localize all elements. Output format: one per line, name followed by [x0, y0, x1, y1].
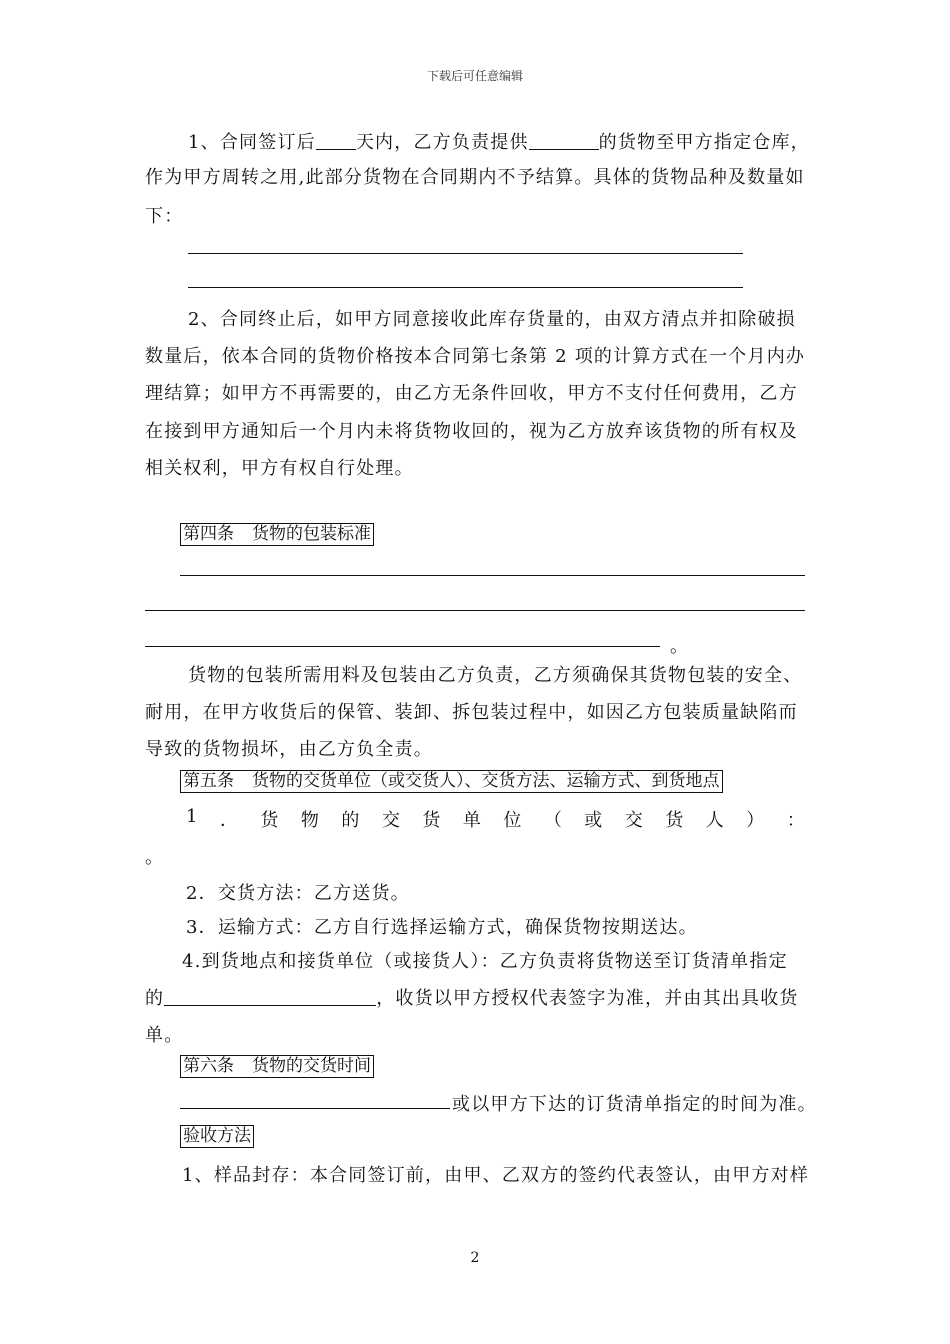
art5-item4-line2: [145, 984, 799, 1010]
art5-item2: 2．交货方法：乙方送货。: [186, 883, 410, 904]
goods-list-line-2[interactable]: [188, 287, 743, 288]
art5-item1-char: 货: [665, 810, 685, 831]
delivery-address-blank[interactable]: [164, 987, 376, 1006]
article-4-number: 第四条: [183, 524, 234, 544]
article-5-number: 第五条: [183, 771, 234, 791]
art5-item1-char: 1: [186, 806, 199, 827]
art5-item1-char: 位: [503, 810, 523, 831]
article-6-heading: [180, 1055, 374, 1078]
article-6-title: 货物的交货时间: [252, 1056, 371, 1076]
para2-line5: 相关权利，甲方有权自行处理。: [145, 458, 414, 479]
article-5-heading: [180, 770, 723, 793]
para2-line1: 2、合同终止后，如甲方同意接收此库存货量的，由双方清点并扣除破损: [188, 309, 796, 330]
art5-item1-char: 或: [584, 810, 604, 831]
acceptance-line1: 1、样品封存：本合同签订前，由甲、乙双方的签约代表签认，由甲方对样: [182, 1165, 810, 1186]
art5-item1-char: 交: [381, 810, 402, 831]
art5-item3: 3．运输方式：乙方自行选择运输方式，确保货物按期送达。: [186, 917, 698, 938]
art5-item4-line2-b: ，收货以甲方授权代表签字为准，并由其出具收货: [376, 988, 799, 1009]
para2-line3: 理结算；如甲方不再需要的，由乙方无条件回收，甲方不支付任何费用，乙方: [145, 383, 798, 404]
art5-item1-char: 的: [341, 810, 361, 831]
packaging-standard-line-2[interactable]: [145, 610, 805, 611]
art5-item1-char: 交: [624, 810, 644, 831]
art5-item1-char: 货: [260, 810, 280, 831]
para1-line3: 下：: [145, 206, 184, 227]
acceptance-heading: 验收方法: [180, 1125, 254, 1148]
para2-line4: 在接到甲方通知后一个月内未将货物收回的，视为乙方放弃该货物的所有权及: [145, 421, 798, 442]
art5-item1-char: 单: [462, 810, 483, 831]
para1-line1: [188, 128, 810, 154]
article-5-title: 货物的交货单位（或交货人）、交货方法、运输方式、到货地点: [252, 771, 720, 791]
goods-list-line-1[interactable]: [188, 253, 743, 254]
para2-line2: 数量后，依本合同的货物价格按本合同第七条第 2 项的计算方式在一个月内办: [145, 346, 806, 367]
para1-line1-a: 1、合同签订后: [188, 132, 316, 153]
packaging-end-mark: 。: [670, 636, 690, 657]
article-4-heading: [180, 523, 374, 546]
art5-item1-end: 。: [145, 847, 165, 868]
para1-line2: 作为甲方周转之用,此部分货物在合同期内不予结算。具体的货物品种及数量如: [145, 167, 805, 188]
art6-line: 或以甲方下达的订货清单指定的时间为准。: [452, 1094, 817, 1115]
goods-blank[interactable]: [529, 131, 599, 150]
packaging-standard-line-1[interactable]: [180, 575, 805, 576]
packaging-line2: 耐用，在甲方收货后的保管、装卸、拆包装过程中，如因乙方包装质量缺陷而: [145, 702, 798, 723]
packaging-line3: 导致的货物损坏，由乙方负全责。: [145, 739, 433, 760]
packaging-standard-line-3[interactable]: [145, 646, 660, 647]
article-4-title: 货物的包装标准: [252, 524, 371, 544]
packaging-line1: 货物的包装所需用料及包装由乙方负责，乙方须确保其货物包装的安全、: [188, 665, 803, 686]
delivery-time-blank[interactable]: [180, 1108, 450, 1109]
art5-item1-char: 物: [300, 810, 321, 831]
art5-item1-char: 货: [422, 810, 442, 831]
art5-item1: [186, 806, 806, 832]
page-number: 2: [470, 1250, 480, 1266]
art5-item1-char: （: [543, 810, 564, 831]
para1-line1-c: 的货物至甲方指定仓库，: [598, 132, 810, 153]
art5-item1-char: ．: [219, 810, 240, 831]
para1-line1-b: 天内，乙方负责提供: [355, 132, 529, 153]
art5-item4-line2-a: 的: [145, 988, 165, 1009]
art5-item1-char: ：: [786, 810, 806, 831]
days-blank[interactable]: [316, 131, 356, 150]
art5-item4-line1: 4.到货地点和接货单位（或接货人）：乙方负责将货物送至订货清单指定: [182, 951, 788, 972]
article-6-number: 第六条: [183, 1056, 234, 1076]
art5-item1-char: 人: [705, 810, 725, 831]
art5-item4-line3: 单。: [145, 1025, 184, 1046]
page-header: 下载后可任意编辑: [426, 69, 523, 83]
art5-item1-char: ）: [746, 810, 766, 831]
